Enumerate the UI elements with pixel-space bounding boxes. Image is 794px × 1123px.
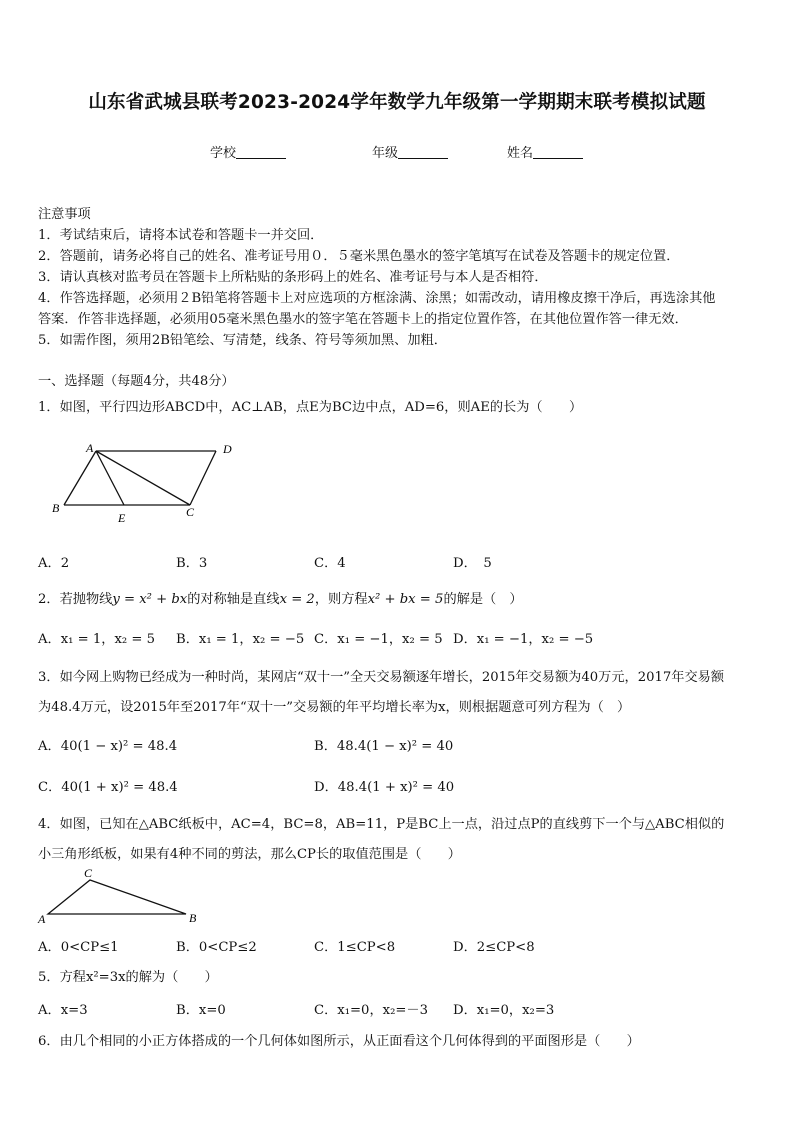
q1-stem: 1．如图，平行四边形ABCD中，AC⊥AB，点E为BC边中点，AD=6，则AE的长为（ ） <box>38 400 583 415</box>
q4-option-d[interactable]: D．2≤CP<8 <box>453 940 535 955</box>
point-label-c: C <box>84 866 93 880</box>
point-label-b: B <box>189 911 197 925</box>
q2-option-d[interactable]: D．x₁ = −1，x₂ = −5 <box>453 632 594 647</box>
q5-option-b[interactable]: B．x=0 <box>176 1003 226 1018</box>
q4-option-c[interactable]: C．1≤CP<8 <box>314 940 396 955</box>
q1-option-a[interactable]: A．2 <box>38 556 70 571</box>
note-item: 答案．作答非选择题，必须用05毫米黑色墨水的签字笔在答题卡上的指定位置作答，在其他位置作答一律无效． <box>38 312 688 327</box>
q3-option-b[interactable]: B．48.4(1 − x)² = 40 <box>314 739 454 754</box>
q2-option-a[interactable]: A．x₁ = 1，x₂ = 5 <box>38 632 155 647</box>
name-field[interactable] <box>507 142 583 161</box>
q3-option-a[interactable]: A．40(1 − x)² = 48.4 <box>38 739 178 754</box>
q2-stem-part: 的解是（ ） <box>443 592 523 607</box>
q1-option-c[interactable]: C．4 <box>314 556 346 571</box>
q2-option-b[interactable]: B．x₁ = 1，x₂ = −5 <box>176 632 305 647</box>
q5-option-d[interactable]: D．x₁=0，x₂=3 <box>453 1003 555 1018</box>
q2-expression: x = 2 <box>279 592 315 607</box>
note-item: 1．考试结束后，请将本试卷和答题卡一并交回． <box>38 228 324 243</box>
q5-option-c[interactable]: C．x₁=0，x₂=－3 <box>314 1003 428 1018</box>
q3-stem-line2: 为48.4万元，设2015年至2017年“双十一”交易额的年平均增长率为x，则根据题意可列方程为（ ） <box>38 700 631 715</box>
grade-label: 年级 <box>372 146 399 161</box>
name-label: 姓名 <box>507 146 534 161</box>
q1-option-d[interactable]: D． 5 <box>453 556 492 571</box>
notes-heading: 注意事项 <box>38 207 91 222</box>
q4-stem-line2: 小三角形纸板，如果有4种不同的剪法，那么CP长的取值范围是（ ） <box>38 847 461 862</box>
point-label-d: D <box>223 442 232 456</box>
school-blank[interactable] <box>236 146 286 159</box>
q3-stem-line1: 3．如今网上购物已经成为一种时尚，某网店“双十一”全天交易额逐年增长，2015年交易额为40万元，2017年交易额 <box>38 670 725 685</box>
grade-field[interactable] <box>372 142 448 161</box>
q5-option-a[interactable]: A．x=3 <box>38 1003 88 1018</box>
note-item: 3．请认真核对监考员在答题卡上所粘贴的条形码上的姓名、准考证号与本人是否相符． <box>38 270 548 285</box>
section-heading: 一、选择题（每题4分，共48分） <box>38 374 235 389</box>
school-label: 学校 <box>210 146 237 161</box>
q2-option-c[interactable]: C．x₁ = −1，x₂ = 5 <box>314 632 443 647</box>
q2-stem <box>38 588 523 607</box>
q2-stem-part: ，则方程 <box>314 592 368 607</box>
q2-expression: y = x² + bx <box>112 592 188 607</box>
note-item: 4．作答选择题，必须用２B铅笔将答题卡上对应选项的方框涂满、涂黑；如需改动，请用橡皮擦干净后，再选涂其他 <box>38 291 716 306</box>
q4-option-b[interactable]: B．0<CP≤2 <box>176 940 257 955</box>
q3-option-d[interactable]: D．48.4(1 + x)² = 40 <box>314 780 455 795</box>
point-label-c: C <box>186 505 195 519</box>
point-label-b: B <box>52 501 60 515</box>
point-label-a: A <box>86 441 94 455</box>
q1-parallelogram-figure <box>40 438 240 528</box>
q2-expression: x² + bx = 5 <box>367 592 444 607</box>
note-item: 5．如需作图，须用2B铅笔绘、写清楚，线条、符号等须加黑、加粗． <box>38 333 447 348</box>
q4-triangle-figure <box>34 866 214 926</box>
point-label-a: A <box>38 912 46 926</box>
q4-stem-line1: 4．如图，已知在△ABC纸板中，AC=4，BC=8，AB=11，P是BC上一点，沿过点P的直线剪下一个与△ABC相似的 <box>38 817 725 832</box>
q6-stem: 6．由几个相同的小正方体搭成的一个几何体如图所示，从正面看这个几何体得到的平面图形是（ ） <box>38 1034 640 1049</box>
q2-stem-part: 的对称轴是直线 <box>187 592 280 607</box>
point-label-e: E <box>118 511 126 525</box>
q5-stem: 5．方程x²=3x的解为（ ） <box>38 970 218 985</box>
q4-option-a[interactable]: A．0<CP≤1 <box>38 940 119 955</box>
q3-option-c[interactable]: C．40(1 + x)² = 48.4 <box>38 780 178 795</box>
q2-stem-part: 2．若抛物线 <box>38 592 113 607</box>
grade-blank[interactable] <box>398 146 448 159</box>
exam-title: 山东省武城县联考2023-2024学年数学九年级第一学期期末联考模拟试题 <box>88 92 706 113</box>
school-field[interactable] <box>210 142 286 161</box>
note-item: 2．答题前，请务必将自己的姓名、准考证号用０．５毫米黑色墨水的签字笔填写在试卷及答题卡的规定位置． <box>38 249 680 264</box>
name-blank[interactable] <box>533 146 583 159</box>
q1-option-b[interactable]: B．3 <box>176 556 208 571</box>
